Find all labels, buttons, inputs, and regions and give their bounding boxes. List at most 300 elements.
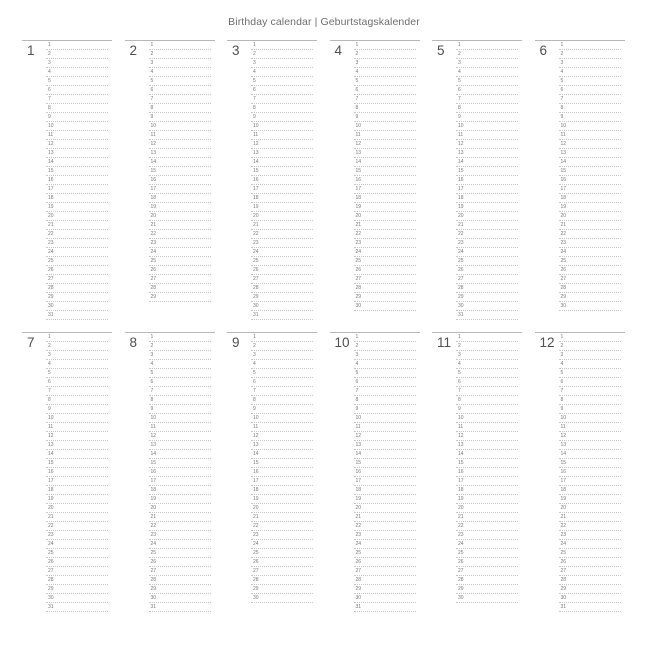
day-entry-line[interactable] bbox=[456, 140, 518, 149]
day-entry-line[interactable] bbox=[46, 185, 108, 194]
day-entry-line[interactable] bbox=[149, 68, 211, 77]
day-entry-line[interactable] bbox=[149, 266, 211, 275]
day-entry-line[interactable] bbox=[354, 558, 416, 567]
day-entry-line[interactable] bbox=[456, 387, 518, 396]
day-entry-line[interactable] bbox=[149, 405, 211, 414]
day-entry-line[interactable] bbox=[149, 603, 211, 612]
day-entry-line[interactable] bbox=[354, 396, 416, 405]
day-entry-line[interactable] bbox=[251, 387, 313, 396]
day-entry-line[interactable] bbox=[46, 459, 108, 468]
day-entry-line[interactable] bbox=[46, 477, 108, 486]
day-entry-line[interactable] bbox=[46, 248, 108, 257]
day-entry-line[interactable] bbox=[251, 468, 313, 477]
day-entry-line[interactable] bbox=[46, 167, 108, 176]
day-entry-line[interactable] bbox=[559, 68, 621, 77]
day-entry-line[interactable] bbox=[354, 585, 416, 594]
day-entry-line[interactable] bbox=[251, 104, 313, 113]
day-entry-line[interactable] bbox=[559, 477, 621, 486]
day-entry-line[interactable] bbox=[456, 158, 518, 167]
day-entry-line[interactable] bbox=[354, 41, 416, 50]
day-entry-line[interactable] bbox=[559, 41, 621, 50]
day-entry-line[interactable] bbox=[559, 531, 621, 540]
day-entry-line[interactable] bbox=[149, 149, 211, 158]
day-entry-line[interactable] bbox=[149, 167, 211, 176]
day-entry-line[interactable] bbox=[149, 567, 211, 576]
day-entry-line[interactable] bbox=[251, 396, 313, 405]
day-entry-line[interactable] bbox=[559, 86, 621, 95]
day-entry-line[interactable] bbox=[559, 342, 621, 351]
day-entry-line[interactable] bbox=[149, 504, 211, 513]
day-entry-line[interactable] bbox=[559, 176, 621, 185]
day-entry-line[interactable] bbox=[354, 257, 416, 266]
day-entry-line[interactable] bbox=[456, 302, 518, 311]
day-entry-line[interactable] bbox=[559, 549, 621, 558]
day-entry-line[interactable] bbox=[456, 468, 518, 477]
day-entry-line[interactable] bbox=[46, 122, 108, 131]
day-entry-line[interactable] bbox=[559, 59, 621, 68]
day-entry-line[interactable] bbox=[456, 504, 518, 513]
day-entry-line[interactable] bbox=[149, 230, 211, 239]
day-entry-line[interactable] bbox=[456, 450, 518, 459]
day-entry-line[interactable] bbox=[456, 311, 518, 320]
day-entry-line[interactable] bbox=[456, 95, 518, 104]
day-entry-line[interactable] bbox=[251, 423, 313, 432]
day-entry-line[interactable] bbox=[46, 194, 108, 203]
day-entry-line[interactable] bbox=[251, 378, 313, 387]
day-entry-line[interactable] bbox=[46, 378, 108, 387]
day-entry-line[interactable] bbox=[149, 360, 211, 369]
day-entry-line[interactable] bbox=[354, 603, 416, 612]
day-entry-line[interactable] bbox=[559, 585, 621, 594]
day-entry-line[interactable] bbox=[559, 360, 621, 369]
day-entry-line[interactable] bbox=[251, 113, 313, 122]
day-entry-line[interactable] bbox=[46, 513, 108, 522]
day-entry-line[interactable] bbox=[559, 423, 621, 432]
day-entry-line[interactable] bbox=[149, 212, 211, 221]
day-entry-line[interactable] bbox=[251, 221, 313, 230]
day-entry-line[interactable] bbox=[251, 450, 313, 459]
day-entry-line[interactable] bbox=[354, 140, 416, 149]
day-entry-line[interactable] bbox=[46, 360, 108, 369]
day-entry-line[interactable] bbox=[456, 194, 518, 203]
day-entry-line[interactable] bbox=[559, 122, 621, 131]
day-entry-line[interactable] bbox=[149, 423, 211, 432]
day-entry-line[interactable] bbox=[559, 275, 621, 284]
day-entry-line[interactable] bbox=[456, 441, 518, 450]
day-entry-line[interactable] bbox=[46, 396, 108, 405]
day-entry-line[interactable] bbox=[456, 585, 518, 594]
day-entry-line[interactable] bbox=[46, 59, 108, 68]
day-entry-line[interactable] bbox=[251, 405, 313, 414]
day-entry-line[interactable] bbox=[456, 396, 518, 405]
day-entry-line[interactable] bbox=[251, 302, 313, 311]
day-entry-line[interactable] bbox=[354, 522, 416, 531]
day-entry-line[interactable] bbox=[46, 504, 108, 513]
day-entry-line[interactable] bbox=[46, 585, 108, 594]
day-entry-line[interactable] bbox=[149, 257, 211, 266]
day-entry-line[interactable] bbox=[46, 104, 108, 113]
day-entry-line[interactable] bbox=[354, 50, 416, 59]
day-entry-line[interactable] bbox=[149, 122, 211, 131]
day-entry-line[interactable] bbox=[456, 333, 518, 342]
day-entry-line[interactable] bbox=[456, 414, 518, 423]
day-entry-line[interactable] bbox=[251, 185, 313, 194]
day-entry-line[interactable] bbox=[456, 423, 518, 432]
day-entry-line[interactable] bbox=[559, 140, 621, 149]
day-entry-line[interactable] bbox=[46, 387, 108, 396]
day-entry-line[interactable] bbox=[149, 104, 211, 113]
day-entry-line[interactable] bbox=[251, 176, 313, 185]
day-entry-line[interactable] bbox=[251, 203, 313, 212]
day-entry-line[interactable] bbox=[456, 68, 518, 77]
day-entry-line[interactable] bbox=[251, 293, 313, 302]
day-entry-line[interactable] bbox=[46, 486, 108, 495]
day-entry-line[interactable] bbox=[149, 284, 211, 293]
day-entry-line[interactable] bbox=[149, 540, 211, 549]
day-entry-line[interactable] bbox=[46, 441, 108, 450]
day-entry-line[interactable] bbox=[354, 495, 416, 504]
day-entry-line[interactable] bbox=[559, 302, 621, 311]
day-entry-line[interactable] bbox=[149, 41, 211, 50]
day-entry-line[interactable] bbox=[456, 257, 518, 266]
day-entry-line[interactable] bbox=[149, 585, 211, 594]
day-entry-line[interactable] bbox=[46, 567, 108, 576]
day-entry-line[interactable] bbox=[559, 513, 621, 522]
day-entry-line[interactable] bbox=[559, 495, 621, 504]
day-entry-line[interactable] bbox=[149, 468, 211, 477]
day-entry-line[interactable] bbox=[456, 266, 518, 275]
day-entry-line[interactable] bbox=[251, 522, 313, 531]
day-entry-line[interactable] bbox=[354, 149, 416, 158]
day-entry-line[interactable] bbox=[251, 41, 313, 50]
day-entry-line[interactable] bbox=[149, 113, 211, 122]
day-entry-line[interactable] bbox=[149, 459, 211, 468]
day-entry-line[interactable] bbox=[251, 495, 313, 504]
day-entry-line[interactable] bbox=[456, 113, 518, 122]
day-entry-line[interactable] bbox=[456, 77, 518, 86]
day-entry-line[interactable] bbox=[251, 149, 313, 158]
day-entry-line[interactable] bbox=[559, 212, 621, 221]
day-entry-line[interactable] bbox=[46, 77, 108, 86]
day-entry-line[interactable] bbox=[251, 239, 313, 248]
day-entry-line[interactable] bbox=[46, 495, 108, 504]
day-entry-line[interactable] bbox=[354, 167, 416, 176]
day-entry-line[interactable] bbox=[456, 576, 518, 585]
day-entry-line[interactable] bbox=[354, 293, 416, 302]
day-entry-line[interactable] bbox=[354, 351, 416, 360]
day-entry-line[interactable] bbox=[354, 459, 416, 468]
day-entry-line[interactable] bbox=[354, 450, 416, 459]
day-entry-line[interactable] bbox=[456, 203, 518, 212]
day-entry-line[interactable] bbox=[456, 558, 518, 567]
day-entry-line[interactable] bbox=[456, 531, 518, 540]
day-entry-line[interactable] bbox=[456, 167, 518, 176]
day-entry-line[interactable] bbox=[354, 504, 416, 513]
day-entry-line[interactable] bbox=[456, 513, 518, 522]
day-entry-line[interactable] bbox=[251, 212, 313, 221]
day-entry-line[interactable] bbox=[354, 369, 416, 378]
day-entry-line[interactable] bbox=[456, 293, 518, 302]
day-entry-line[interactable] bbox=[149, 369, 211, 378]
day-entry-line[interactable] bbox=[251, 59, 313, 68]
day-entry-line[interactable] bbox=[354, 567, 416, 576]
day-entry-line[interactable] bbox=[149, 77, 211, 86]
day-entry-line[interactable] bbox=[559, 293, 621, 302]
day-entry-line[interactable] bbox=[46, 558, 108, 567]
day-entry-line[interactable] bbox=[251, 504, 313, 513]
day-entry-line[interactable] bbox=[46, 342, 108, 351]
day-entry-line[interactable] bbox=[559, 113, 621, 122]
day-entry-line[interactable] bbox=[149, 396, 211, 405]
day-entry-line[interactable] bbox=[456, 522, 518, 531]
day-entry-line[interactable] bbox=[354, 68, 416, 77]
day-entry-line[interactable] bbox=[354, 540, 416, 549]
day-entry-line[interactable] bbox=[456, 405, 518, 414]
day-entry-line[interactable] bbox=[354, 594, 416, 603]
day-entry-line[interactable] bbox=[149, 387, 211, 396]
day-entry-line[interactable] bbox=[354, 59, 416, 68]
day-entry-line[interactable] bbox=[251, 230, 313, 239]
day-entry-line[interactable] bbox=[354, 342, 416, 351]
day-entry-line[interactable] bbox=[46, 158, 108, 167]
day-entry-line[interactable] bbox=[559, 203, 621, 212]
day-entry-line[interactable] bbox=[251, 513, 313, 522]
day-entry-line[interactable] bbox=[456, 221, 518, 230]
day-entry-line[interactable] bbox=[456, 50, 518, 59]
day-entry-line[interactable] bbox=[354, 387, 416, 396]
day-entry-line[interactable] bbox=[251, 585, 313, 594]
day-entry-line[interactable] bbox=[46, 266, 108, 275]
day-entry-line[interactable] bbox=[251, 594, 313, 603]
day-entry-line[interactable] bbox=[251, 441, 313, 450]
day-entry-line[interactable] bbox=[46, 432, 108, 441]
day-entry-line[interactable] bbox=[559, 158, 621, 167]
day-entry-line[interactable] bbox=[149, 59, 211, 68]
day-entry-line[interactable] bbox=[559, 504, 621, 513]
day-entry-line[interactable] bbox=[149, 513, 211, 522]
day-entry-line[interactable] bbox=[354, 275, 416, 284]
day-entry-line[interactable] bbox=[149, 239, 211, 248]
day-entry-line[interactable] bbox=[456, 185, 518, 194]
day-entry-line[interactable] bbox=[46, 230, 108, 239]
day-entry-line[interactable] bbox=[251, 140, 313, 149]
day-entry-line[interactable] bbox=[354, 203, 416, 212]
day-entry-line[interactable] bbox=[46, 311, 108, 320]
day-entry-line[interactable] bbox=[354, 441, 416, 450]
day-entry-line[interactable] bbox=[354, 104, 416, 113]
day-entry-line[interactable] bbox=[149, 432, 211, 441]
day-entry-line[interactable] bbox=[456, 369, 518, 378]
day-entry-line[interactable] bbox=[354, 414, 416, 423]
day-entry-line[interactable] bbox=[149, 414, 211, 423]
day-entry-line[interactable] bbox=[559, 432, 621, 441]
day-entry-line[interactable] bbox=[46, 302, 108, 311]
day-entry-line[interactable] bbox=[559, 95, 621, 104]
day-entry-line[interactable] bbox=[354, 194, 416, 203]
day-entry-line[interactable] bbox=[46, 284, 108, 293]
day-entry-line[interactable] bbox=[251, 284, 313, 293]
day-entry-line[interactable] bbox=[559, 167, 621, 176]
day-entry-line[interactable] bbox=[456, 176, 518, 185]
day-entry-line[interactable] bbox=[559, 450, 621, 459]
day-entry-line[interactable] bbox=[354, 360, 416, 369]
day-entry-line[interactable] bbox=[559, 576, 621, 585]
day-entry-line[interactable] bbox=[354, 77, 416, 86]
day-entry-line[interactable] bbox=[354, 531, 416, 540]
day-entry-line[interactable] bbox=[149, 378, 211, 387]
day-entry-line[interactable] bbox=[559, 131, 621, 140]
day-entry-line[interactable] bbox=[559, 378, 621, 387]
day-entry-line[interactable] bbox=[149, 594, 211, 603]
day-entry-line[interactable] bbox=[354, 468, 416, 477]
day-entry-line[interactable] bbox=[456, 59, 518, 68]
day-entry-line[interactable] bbox=[251, 122, 313, 131]
day-entry-line[interactable] bbox=[46, 293, 108, 302]
day-entry-line[interactable] bbox=[456, 122, 518, 131]
day-entry-line[interactable] bbox=[46, 549, 108, 558]
day-entry-line[interactable] bbox=[251, 486, 313, 495]
day-entry-line[interactable] bbox=[354, 158, 416, 167]
day-entry-line[interactable] bbox=[46, 95, 108, 104]
day-entry-line[interactable] bbox=[251, 194, 313, 203]
day-entry-line[interactable] bbox=[559, 567, 621, 576]
day-entry-line[interactable] bbox=[354, 122, 416, 131]
day-entry-line[interactable] bbox=[149, 576, 211, 585]
day-entry-line[interactable] bbox=[251, 459, 313, 468]
day-entry-line[interactable] bbox=[456, 594, 518, 603]
day-entry-line[interactable] bbox=[456, 351, 518, 360]
day-entry-line[interactable] bbox=[354, 95, 416, 104]
day-entry-line[interactable] bbox=[46, 113, 108, 122]
day-entry-line[interactable] bbox=[149, 95, 211, 104]
day-entry-line[interactable] bbox=[251, 50, 313, 59]
day-entry-line[interactable] bbox=[354, 239, 416, 248]
day-entry-line[interactable] bbox=[46, 275, 108, 284]
day-entry-line[interactable] bbox=[149, 185, 211, 194]
day-entry-line[interactable] bbox=[559, 594, 621, 603]
day-entry-line[interactable] bbox=[149, 477, 211, 486]
day-entry-line[interactable] bbox=[46, 414, 108, 423]
day-entry-line[interactable] bbox=[251, 351, 313, 360]
day-entry-line[interactable] bbox=[149, 351, 211, 360]
day-entry-line[interactable] bbox=[251, 540, 313, 549]
day-entry-line[interactable] bbox=[46, 203, 108, 212]
day-entry-line[interactable] bbox=[46, 576, 108, 585]
day-entry-line[interactable] bbox=[251, 77, 313, 86]
day-entry-line[interactable] bbox=[456, 230, 518, 239]
day-entry-line[interactable] bbox=[559, 257, 621, 266]
day-entry-line[interactable] bbox=[251, 531, 313, 540]
day-entry-line[interactable] bbox=[456, 248, 518, 257]
day-entry-line[interactable] bbox=[559, 459, 621, 468]
day-entry-line[interactable] bbox=[559, 149, 621, 158]
day-entry-line[interactable] bbox=[354, 266, 416, 275]
day-entry-line[interactable] bbox=[46, 140, 108, 149]
day-entry-line[interactable] bbox=[354, 486, 416, 495]
day-entry-line[interactable] bbox=[354, 185, 416, 194]
day-entry-line[interactable] bbox=[46, 423, 108, 432]
day-entry-line[interactable] bbox=[354, 221, 416, 230]
day-entry-line[interactable] bbox=[251, 275, 313, 284]
day-entry-line[interactable] bbox=[46, 212, 108, 221]
day-entry-line[interactable] bbox=[46, 369, 108, 378]
day-entry-line[interactable] bbox=[456, 459, 518, 468]
day-entry-line[interactable] bbox=[354, 302, 416, 311]
day-entry-line[interactable] bbox=[46, 540, 108, 549]
day-entry-line[interactable] bbox=[149, 486, 211, 495]
day-entry-line[interactable] bbox=[354, 248, 416, 257]
day-entry-line[interactable] bbox=[559, 468, 621, 477]
day-entry-line[interactable] bbox=[559, 185, 621, 194]
day-entry-line[interactable] bbox=[149, 131, 211, 140]
day-entry-line[interactable] bbox=[559, 77, 621, 86]
day-entry-line[interactable] bbox=[456, 131, 518, 140]
day-entry-line[interactable] bbox=[251, 477, 313, 486]
day-entry-line[interactable] bbox=[149, 140, 211, 149]
day-entry-line[interactable] bbox=[251, 248, 313, 257]
day-entry-line[interactable] bbox=[46, 522, 108, 531]
day-entry-line[interactable] bbox=[251, 414, 313, 423]
day-entry-line[interactable] bbox=[559, 333, 621, 342]
day-entry-line[interactable] bbox=[251, 311, 313, 320]
day-entry-line[interactable] bbox=[251, 131, 313, 140]
day-entry-line[interactable] bbox=[354, 284, 416, 293]
day-entry-line[interactable] bbox=[251, 567, 313, 576]
day-entry-line[interactable] bbox=[559, 248, 621, 257]
day-entry-line[interactable] bbox=[354, 378, 416, 387]
day-entry-line[interactable] bbox=[149, 333, 211, 342]
day-entry-line[interactable] bbox=[149, 450, 211, 459]
day-entry-line[interactable] bbox=[46, 239, 108, 248]
day-entry-line[interactable] bbox=[354, 432, 416, 441]
day-entry-line[interactable] bbox=[354, 176, 416, 185]
day-entry-line[interactable] bbox=[251, 86, 313, 95]
day-entry-line[interactable] bbox=[251, 266, 313, 275]
day-entry-line[interactable] bbox=[456, 567, 518, 576]
day-entry-line[interactable] bbox=[149, 275, 211, 284]
day-entry-line[interactable] bbox=[46, 131, 108, 140]
day-entry-line[interactable] bbox=[559, 414, 621, 423]
day-entry-line[interactable] bbox=[354, 86, 416, 95]
day-entry-line[interactable] bbox=[456, 432, 518, 441]
day-entry-line[interactable] bbox=[149, 531, 211, 540]
day-entry-line[interactable] bbox=[559, 540, 621, 549]
day-entry-line[interactable] bbox=[149, 158, 211, 167]
day-entry-line[interactable] bbox=[251, 167, 313, 176]
day-entry-line[interactable] bbox=[456, 360, 518, 369]
day-entry-line[interactable] bbox=[149, 50, 211, 59]
day-entry-line[interactable] bbox=[456, 41, 518, 50]
day-entry-line[interactable] bbox=[456, 495, 518, 504]
day-entry-line[interactable] bbox=[354, 113, 416, 122]
day-entry-line[interactable] bbox=[456, 549, 518, 558]
day-entry-line[interactable] bbox=[456, 212, 518, 221]
day-entry-line[interactable] bbox=[354, 576, 416, 585]
day-entry-line[interactable] bbox=[251, 158, 313, 167]
day-entry-line[interactable] bbox=[46, 603, 108, 612]
day-entry-line[interactable] bbox=[46, 257, 108, 266]
day-entry-line[interactable] bbox=[559, 266, 621, 275]
day-entry-line[interactable] bbox=[559, 603, 621, 612]
day-entry-line[interactable] bbox=[456, 284, 518, 293]
day-entry-line[interactable] bbox=[559, 405, 621, 414]
day-entry-line[interactable] bbox=[354, 423, 416, 432]
day-entry-line[interactable] bbox=[559, 50, 621, 59]
day-entry-line[interactable] bbox=[46, 333, 108, 342]
day-entry-line[interactable] bbox=[559, 351, 621, 360]
day-entry-line[interactable] bbox=[559, 486, 621, 495]
day-entry-line[interactable] bbox=[251, 257, 313, 266]
